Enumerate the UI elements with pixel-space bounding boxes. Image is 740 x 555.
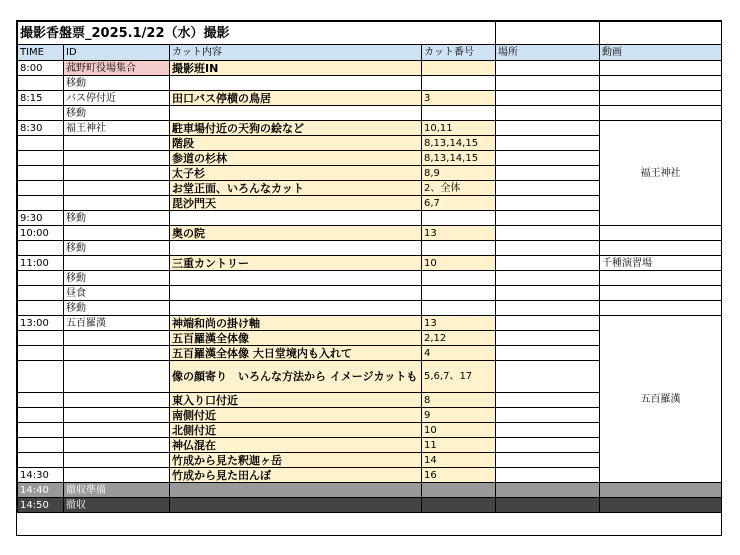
- place-cell[interactable]: [496, 226, 600, 241]
- header-num[interactable]: カット番号: [422, 45, 496, 61]
- time-cell[interactable]: [18, 136, 64, 151]
- time-cell[interactable]: [18, 286, 64, 301]
- time-cell[interactable]: 11:00: [18, 256, 64, 271]
- table-row: [18, 301, 722, 316]
- id-cell[interactable]: 撤収: [64, 498, 170, 513]
- cut-number-cell[interactable]: 8,9: [422, 166, 496, 181]
- place-cell[interactable]: [496, 468, 600, 483]
- time-cell[interactable]: [18, 241, 64, 256]
- id-cell[interactable]: 移動: [64, 76, 170, 91]
- id-cell[interactable]: 移動: [64, 301, 170, 316]
- video-cell[interactable]: [600, 61, 722, 76]
- place-cell[interactable]: [496, 136, 600, 151]
- cut-number-cell[interactable]: 10: [422, 256, 496, 271]
- id-cell[interactable]: 移動: [64, 271, 170, 286]
- time-cell[interactable]: [18, 346, 64, 361]
- id-cell[interactable]: [64, 438, 170, 453]
- time-cell[interactable]: [18, 151, 64, 166]
- cut-cell[interactable]: [170, 106, 422, 121]
- cut-cell[interactable]: 像の顔寄り いろんな方法から イメージカットも: [170, 361, 422, 393]
- cut-cell[interactable]: 駐車場付近の天狗の絵など: [170, 121, 422, 136]
- video-cell[interactable]: [600, 106, 722, 121]
- cut-number-cell[interactable]: 9: [422, 408, 496, 423]
- time-cell[interactable]: [18, 423, 64, 438]
- id-cell[interactable]: 福王神社: [64, 121, 170, 136]
- id-cell[interactable]: [64, 331, 170, 346]
- sheet-title[interactable]: 撮影香盤票_2025.1/22（水）撮影: [18, 22, 496, 45]
- cut-cell[interactable]: [170, 241, 422, 256]
- header-cut[interactable]: カット内容: [170, 45, 422, 61]
- cut-number-cell[interactable]: 8,13,14,15: [422, 136, 496, 151]
- id-cell[interactable]: 移動: [64, 106, 170, 121]
- time-cell[interactable]: [18, 76, 64, 91]
- place-cell[interactable]: [496, 121, 600, 136]
- video-group-cell[interactable]: 五百羅漢: [600, 316, 722, 483]
- cut-cell[interactable]: [170, 301, 422, 316]
- cut-number-cell[interactable]: [422, 76, 496, 91]
- cut-number-cell[interactable]: 4: [422, 346, 496, 361]
- id-cell[interactable]: 菰野町役場集合: [64, 61, 170, 76]
- table-row: [18, 91, 722, 106]
- table-row: [18, 106, 722, 121]
- cut-cell[interactable]: 神仏混在: [170, 438, 422, 453]
- id-cell[interactable]: 移動: [64, 211, 170, 226]
- id-cell[interactable]: [64, 256, 170, 271]
- cut-number-cell[interactable]: [422, 498, 496, 513]
- id-cell[interactable]: [64, 408, 170, 423]
- place-cell[interactable]: [496, 151, 600, 166]
- title-empty-cell[interactable]: [496, 22, 600, 45]
- cut-number-cell[interactable]: [422, 241, 496, 256]
- time-cell[interactable]: 13:00: [18, 316, 64, 331]
- time-cell[interactable]: 14:30: [18, 468, 64, 483]
- table-row: [18, 316, 722, 331]
- id-cell[interactable]: 移動: [64, 241, 170, 256]
- header-time[interactable]: TIME: [18, 45, 64, 61]
- cut-cell[interactable]: [170, 271, 422, 286]
- id-cell[interactable]: [64, 468, 170, 483]
- place-cell[interactable]: [496, 211, 600, 226]
- cut-number-cell[interactable]: [422, 483, 496, 498]
- table-row: [18, 483, 722, 498]
- video-group-cell[interactable]: 千種演習場: [600, 256, 722, 271]
- cut-cell[interactable]: 毘沙門天: [170, 196, 422, 211]
- time-cell[interactable]: 14:50: [18, 498, 64, 513]
- cut-number-cell[interactable]: 10,11: [422, 121, 496, 136]
- time-cell[interactable]: [18, 106, 64, 121]
- header-id[interactable]: ID: [64, 45, 170, 61]
- cut-cell[interactable]: 東入り口付近: [170, 393, 422, 408]
- cut-number-cell[interactable]: 16: [422, 468, 496, 483]
- place-cell[interactable]: [496, 483, 600, 498]
- title-empty-cell[interactable]: [600, 22, 722, 45]
- table-row: [18, 286, 722, 301]
- schedule-table: [17, 21, 722, 513]
- cut-cell[interactable]: 三重カントリー: [170, 256, 422, 271]
- cut-number-cell[interactable]: 10: [422, 423, 496, 438]
- place-cell[interactable]: [496, 316, 600, 331]
- cut-cell[interactable]: 太子杉: [170, 166, 422, 181]
- place-cell[interactable]: [496, 498, 600, 513]
- id-cell[interactable]: [64, 393, 170, 408]
- id-cell[interactable]: [64, 423, 170, 438]
- place-cell[interactable]: [496, 346, 600, 361]
- video-cell[interactable]: [600, 286, 722, 301]
- place-cell[interactable]: [496, 271, 600, 286]
- time-cell[interactable]: [18, 361, 64, 393]
- place-cell[interactable]: [496, 423, 600, 438]
- cut-cell[interactable]: 撮影班IN: [170, 61, 422, 76]
- place-cell[interactable]: [496, 61, 600, 76]
- time-cell[interactable]: [18, 393, 64, 408]
- header-video[interactable]: 動画: [600, 45, 722, 61]
- id-cell[interactable]: 昼食: [64, 286, 170, 301]
- cut-cell[interactable]: 田口バス停横の鳥居: [170, 91, 422, 106]
- video-cell[interactable]: [600, 241, 722, 256]
- place-cell[interactable]: [496, 393, 600, 408]
- place-cell[interactable]: [496, 453, 600, 468]
- shooting-schedule-sheet: [16, 20, 722, 536]
- time-cell[interactable]: [18, 301, 64, 316]
- time-cell[interactable]: 10:00: [18, 226, 64, 241]
- time-cell[interactable]: [18, 166, 64, 181]
- place-cell[interactable]: [496, 181, 600, 196]
- cut-number-cell[interactable]: [422, 271, 496, 286]
- id-cell[interactable]: [64, 181, 170, 196]
- place-cell[interactable]: [496, 76, 600, 91]
- cut-cell[interactable]: 参道の杉林: [170, 151, 422, 166]
- place-cell[interactable]: [496, 301, 600, 316]
- video-cell[interactable]: [600, 76, 722, 91]
- cut-cell[interactable]: 竹成から見た釈迦ヶ岳: [170, 453, 422, 468]
- place-cell[interactable]: [496, 408, 600, 423]
- table-row: [18, 76, 722, 91]
- place-cell[interactable]: [496, 361, 600, 393]
- place-cell[interactable]: [496, 91, 600, 106]
- cut-cell[interactable]: お堂正面、いろんなカット: [170, 181, 422, 196]
- cut-cell[interactable]: [170, 286, 422, 301]
- table-row: [18, 271, 722, 286]
- cut-number-cell[interactable]: 2,12: [422, 331, 496, 346]
- id-cell[interactable]: [64, 453, 170, 468]
- table-row: [18, 498, 722, 513]
- cut-cell[interactable]: [170, 76, 422, 91]
- place-cell[interactable]: [496, 256, 600, 271]
- video-group-cell[interactable]: 福王神社: [600, 121, 722, 226]
- time-cell[interactable]: [18, 438, 64, 453]
- cut-cell[interactable]: 五百羅漢全体像: [170, 331, 422, 346]
- cut-number-cell[interactable]: 11: [422, 438, 496, 453]
- id-cell[interactable]: [64, 346, 170, 361]
- time-cell[interactable]: [18, 181, 64, 196]
- id-cell[interactable]: [64, 166, 170, 181]
- cut-number-cell[interactable]: 2、全体: [422, 181, 496, 196]
- table-row: [18, 61, 722, 76]
- id-cell[interactable]: [64, 361, 170, 393]
- video-cell[interactable]: [600, 483, 722, 498]
- cut-number-cell[interactable]: 13: [422, 316, 496, 331]
- table-row: [18, 241, 722, 256]
- video-cell[interactable]: [600, 91, 722, 106]
- cut-cell[interactable]: 竹成から見た田んぼ: [170, 468, 422, 483]
- video-cell[interactable]: [600, 226, 722, 241]
- cut-number-cell[interactable]: 8,13,14,15: [422, 151, 496, 166]
- cut-number-cell[interactable]: 8: [422, 393, 496, 408]
- cut-number-cell[interactable]: [422, 61, 496, 76]
- time-cell[interactable]: 8:30: [18, 121, 64, 136]
- video-cell[interactable]: [600, 301, 722, 316]
- place-cell[interactable]: [496, 241, 600, 256]
- cut-number-cell[interactable]: 3: [422, 91, 496, 106]
- time-cell[interactable]: [18, 453, 64, 468]
- cut-cell[interactable]: 五百羅漢全体像 大日堂境内も入れて: [170, 346, 422, 361]
- cut-cell[interactable]: 神端和尚の掛け軸: [170, 316, 422, 331]
- cut-number-cell[interactable]: 13: [422, 226, 496, 241]
- header-place[interactable]: 場所: [496, 45, 600, 61]
- time-cell[interactable]: 9:30: [18, 211, 64, 226]
- cut-number-cell[interactable]: 6,7: [422, 196, 496, 211]
- cut-number-cell[interactable]: [422, 286, 496, 301]
- time-cell[interactable]: [18, 196, 64, 211]
- id-cell[interactable]: [64, 196, 170, 211]
- cut-number-cell[interactable]: [422, 106, 496, 121]
- table-row: [18, 226, 722, 241]
- place-cell[interactable]: [496, 331, 600, 346]
- cut-cell[interactable]: 奥の院: [170, 226, 422, 241]
- cut-number-cell[interactable]: 5,6,7、17: [422, 361, 496, 393]
- table-row: [18, 256, 722, 271]
- id-cell[interactable]: [64, 151, 170, 166]
- place-cell[interactable]: [496, 196, 600, 211]
- id-cell[interactable]: [64, 136, 170, 151]
- id-cell[interactable]: バス停付近: [64, 91, 170, 106]
- time-cell[interactable]: 8:15: [18, 91, 64, 106]
- cut-cell[interactable]: 階段: [170, 136, 422, 151]
- time-cell[interactable]: [18, 331, 64, 346]
- cut-cell[interactable]: 南側付近: [170, 408, 422, 423]
- time-cell[interactable]: 8:00: [18, 61, 64, 76]
- video-cell[interactable]: [600, 271, 722, 286]
- place-cell[interactable]: [496, 106, 600, 121]
- time-cell[interactable]: [18, 408, 64, 423]
- cut-number-cell[interactable]: 14: [422, 453, 496, 468]
- table-row: [18, 121, 722, 136]
- video-cell[interactable]: [600, 498, 722, 513]
- time-cell[interactable]: [18, 271, 64, 286]
- id-cell[interactable]: 撤収準備: [64, 483, 170, 498]
- cut-cell[interactable]: [170, 211, 422, 226]
- place-cell[interactable]: [496, 286, 600, 301]
- cut-cell[interactable]: [170, 498, 422, 513]
- cut-cell[interactable]: 北側付近: [170, 423, 422, 438]
- cut-number-cell[interactable]: [422, 211, 496, 226]
- id-cell[interactable]: 五百羅漢: [64, 316, 170, 331]
- place-cell[interactable]: [496, 166, 600, 181]
- cut-number-cell[interactable]: [422, 301, 496, 316]
- place-cell[interactable]: [496, 438, 600, 453]
- time-cell[interactable]: 14:40: [18, 483, 64, 498]
- id-cell[interactable]: [64, 226, 170, 241]
- cut-cell[interactable]: [170, 483, 422, 498]
